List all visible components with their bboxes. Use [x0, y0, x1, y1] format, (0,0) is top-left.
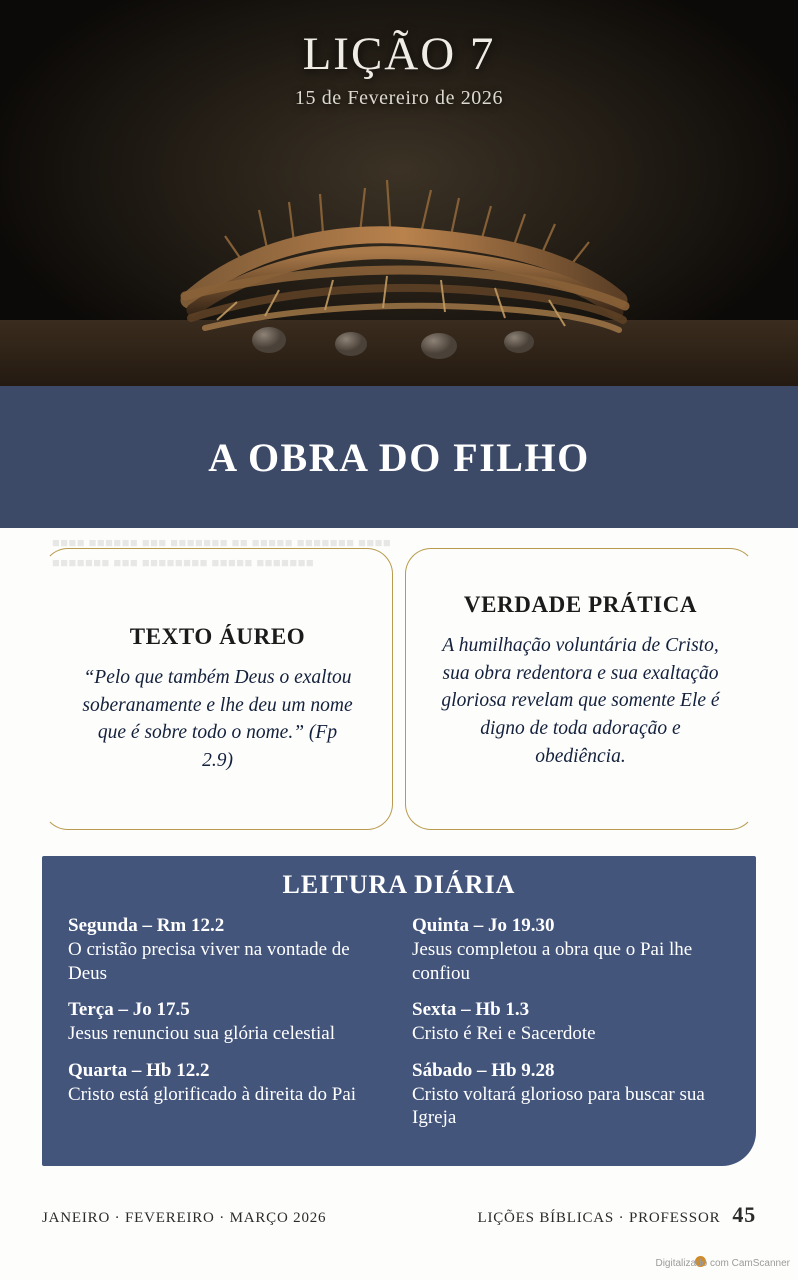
highlight-boxes	[42, 548, 756, 830]
leitura-diaria-panel	[42, 856, 756, 1166]
reading-description: Cristo está glorificado à direita do Pai	[68, 1083, 357, 1105]
reading-description: Jesus completou a obra que o Pai lhe confiou	[412, 938, 693, 984]
scan-bleed-through: ■■■■ ■■■■■■ ■■■ ■■■■■■■ ■■ ■■■■■ ■■■■■■■ ■■■■ ■■■■■■■ ■■■ ■■■■■■■■ ■■■■■ ■■■■■■■	[52, 535, 392, 570]
list-item	[68, 1059, 386, 1107]
hero-heading-group	[0, 30, 798, 110]
footer-left-text: JANEIRO · FEVEREIRO · MARÇO 2026	[42, 1210, 327, 1226]
camscanner-watermark: Digitalizado com CamScanner	[655, 1258, 790, 1269]
leitura-diaria-columns	[42, 900, 756, 1143]
reading-reference: Sábado – Hb 9.28	[412, 1059, 555, 1081]
reading-description: Cristo é Rei e Sacerdote	[412, 1023, 596, 1044]
lesson-main-title: A OBRA DO FILHO	[208, 434, 590, 480]
reading-reference: Sexta – Hb 1.3	[412, 999, 530, 1021]
reading-reference: Segunda – Rm 12.2	[68, 915, 225, 936]
reading-description: Cristo voltará glorioso para buscar sua Igreja	[412, 1083, 705, 1129]
lesson-title-bar	[0, 386, 798, 528]
texto-aureo-text: “Pelo que também Deus o exaltou soberanamente e lhe deu um nome que é sobre todo o nome.” (Fp 2.9)	[82, 667, 353, 772]
leitura-column-left	[68, 914, 386, 1143]
crown-of-thorns-icon	[119, 150, 679, 370]
reading-description: Jesus renunciou sua glória celestial	[68, 1023, 335, 1044]
list-item	[412, 1059, 730, 1130]
reading-reference: Terça – Jo 17.5	[68, 999, 190, 1021]
lesson-title: LIÇÃO 7	[302, 28, 496, 80]
verdade-pratica-box	[405, 548, 756, 830]
leitura-diaria-title: LEITURA DIÁRIA	[282, 870, 516, 899]
footer-right-text: LIÇÕES BÍBLICAS · PROFESSOR	[477, 1210, 721, 1226]
reading-reference: Quarta – Hb 12.2	[68, 1059, 210, 1081]
list-item	[68, 914, 386, 985]
reading-reference: Quinta – Jo 19.30	[412, 915, 555, 936]
hero-image	[0, 0, 798, 386]
reading-description: O cristão precisa viver na vontade de Deus	[68, 938, 350, 984]
verdade-pratica-heading: VERDADE PRÁTICA	[463, 592, 698, 617]
footer-right-group	[477, 1202, 756, 1228]
texto-aureo-box	[42, 548, 393, 830]
texto-aureo-heading: TEXTO ÁUREO	[129, 624, 306, 649]
list-item	[412, 998, 730, 1046]
list-item	[68, 998, 386, 1046]
page-footer	[42, 1202, 756, 1228]
lesson-date: 15 de Fevereiro de 2026	[294, 87, 504, 110]
leitura-column-right	[412, 914, 730, 1143]
list-item	[412, 914, 730, 985]
page-number: 45	[732, 1202, 756, 1227]
verdade-pratica-text: A humilhação voluntária de Cristo, sua obra redentora e sua exaltação gloriosa revelam que somente Ele é digno de toda adoração e obediência.	[441, 635, 720, 767]
